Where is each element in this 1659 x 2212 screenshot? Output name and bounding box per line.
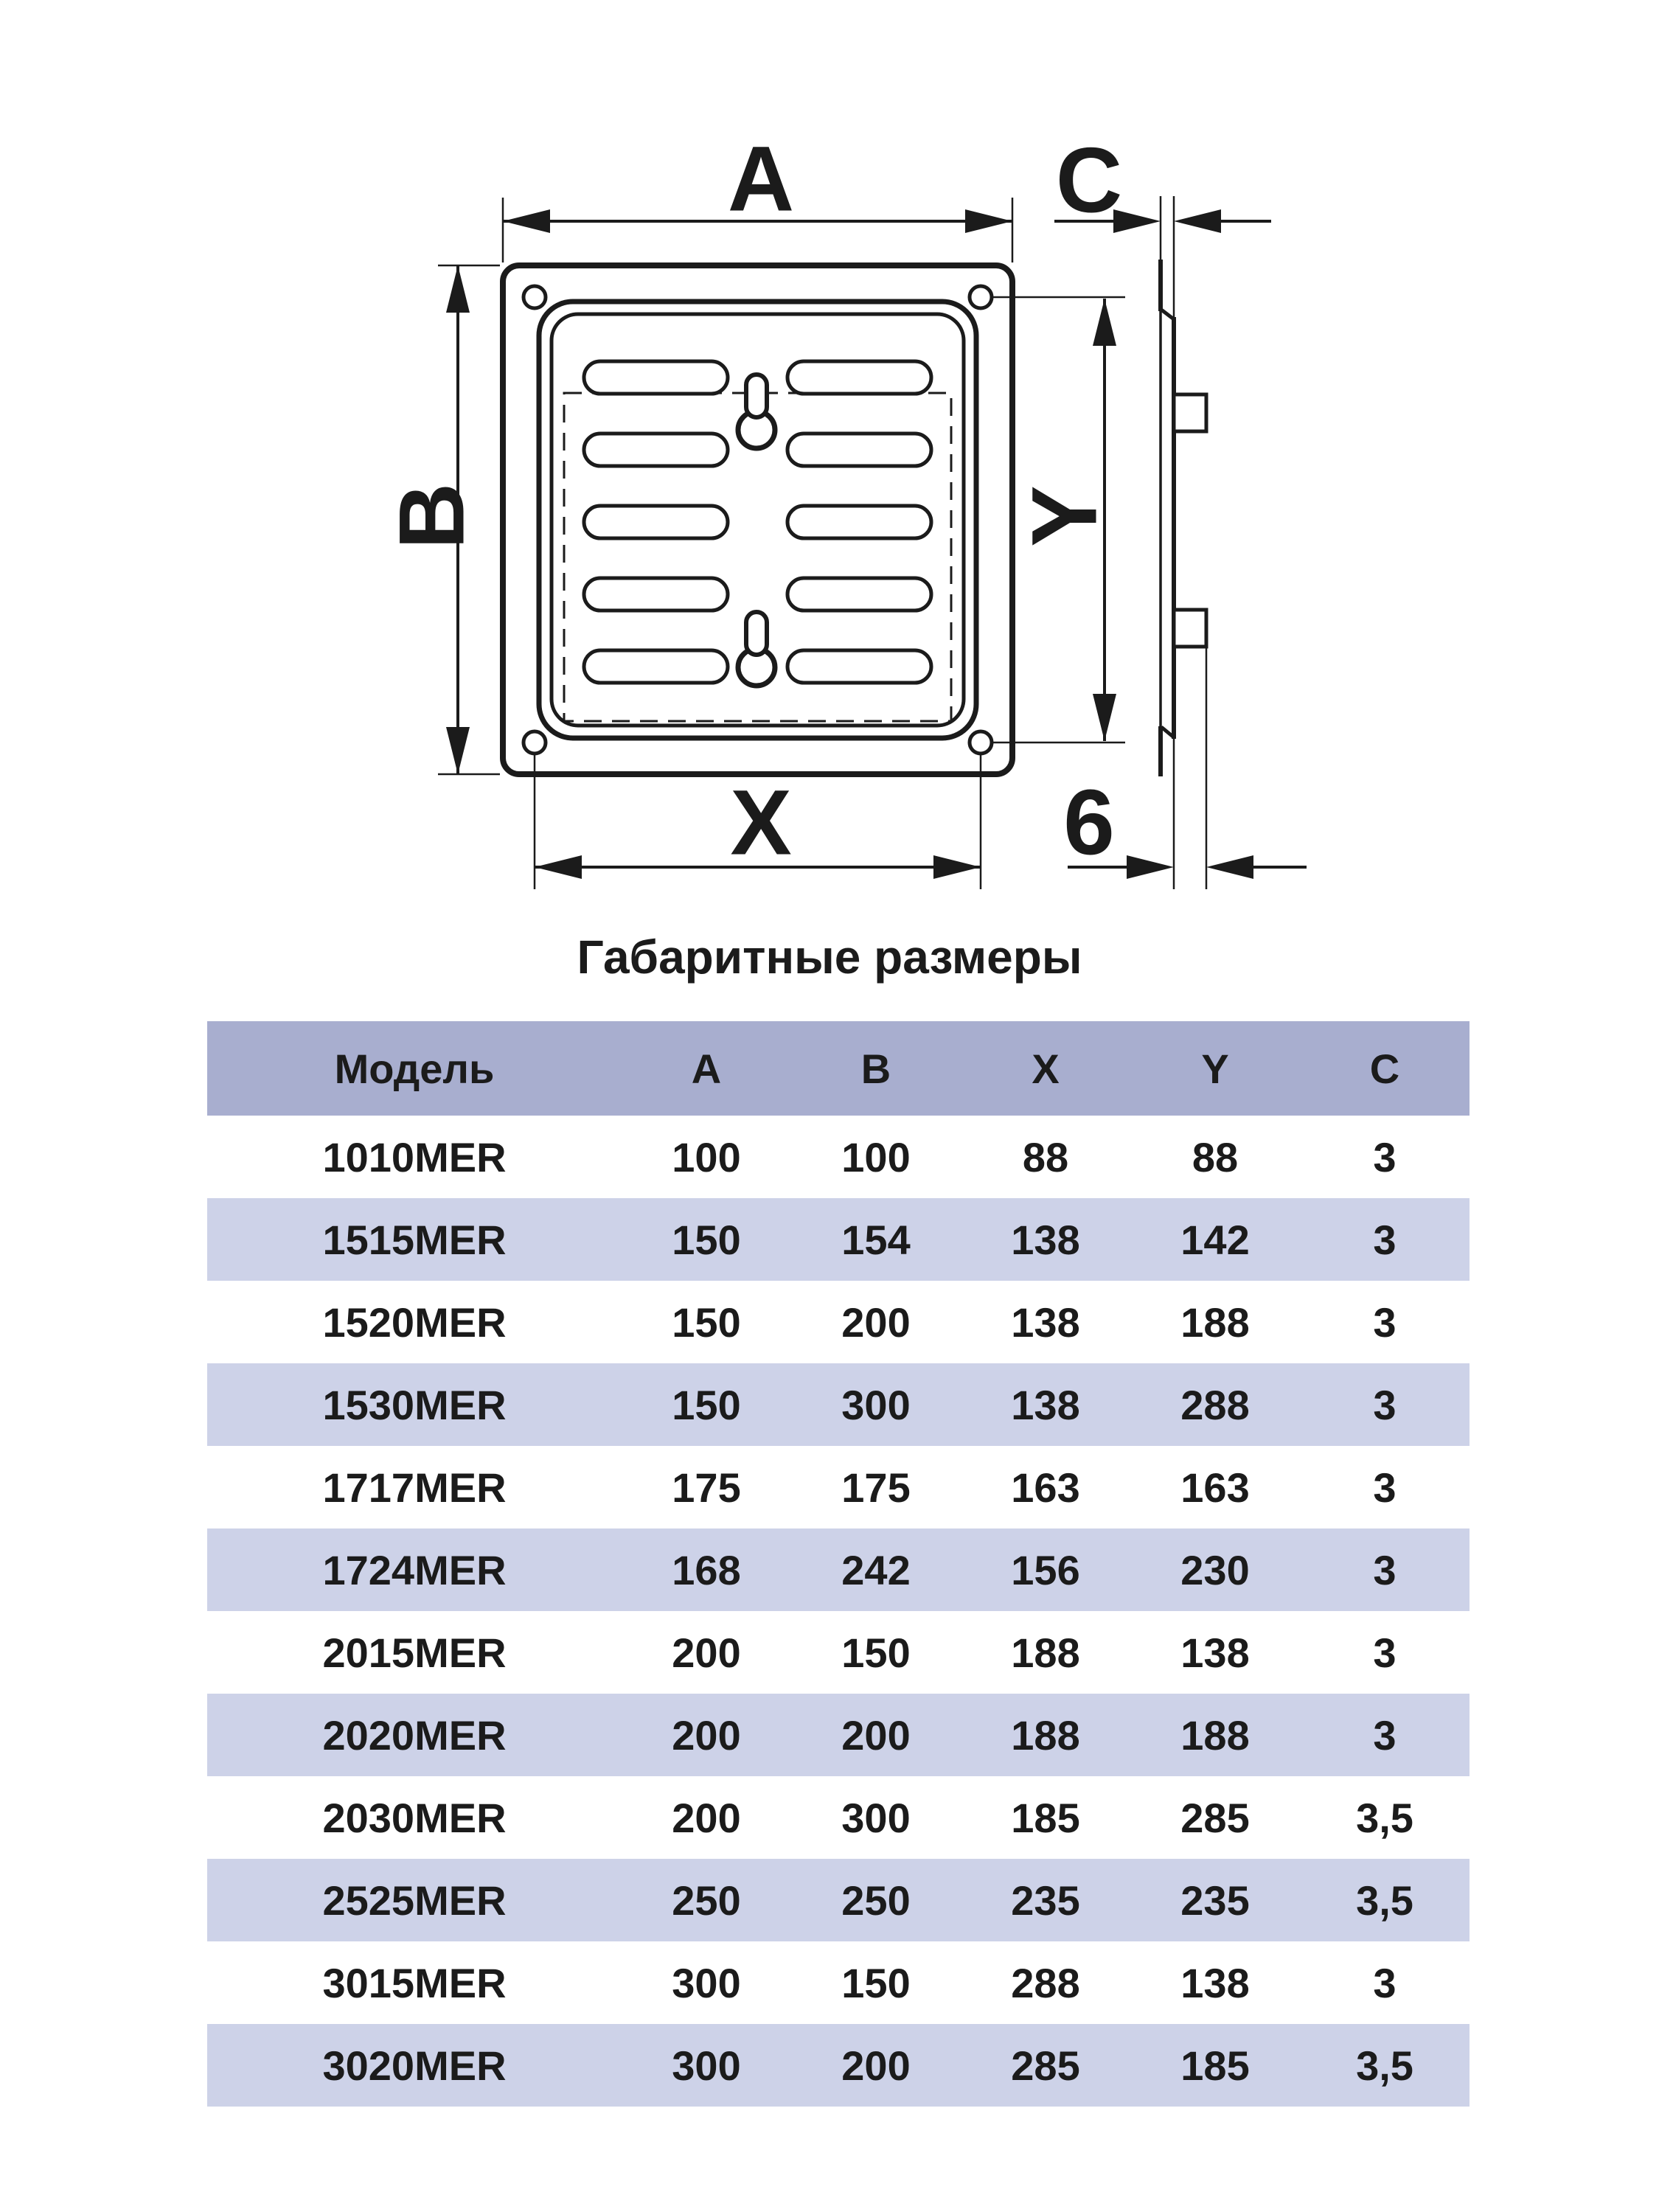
model-cell: 1530MER <box>207 1363 622 1446</box>
value-cell: 3 <box>1300 1528 1470 1611</box>
value-cell: 250 <box>622 1859 791 1941</box>
value-cell: 300 <box>791 1363 961 1446</box>
value-cell: 138 <box>1130 1941 1300 2024</box>
model-cell: 3020MER <box>207 2024 622 2107</box>
value-cell: 175 <box>791 1446 961 1528</box>
dim-label-a: A <box>727 128 795 231</box>
dim-a <box>503 128 1012 263</box>
model-cell: 2030MER <box>207 1776 622 1859</box>
front-view <box>503 265 1012 774</box>
model-cell: 1724MER <box>207 1528 622 1611</box>
value-cell: 230 <box>1130 1528 1300 1611</box>
screw-hole <box>524 286 546 308</box>
table-title: Габаритные размеры <box>577 931 1082 984</box>
value-cell: 3 <box>1300 1446 1470 1528</box>
value-cell: 285 <box>961 2024 1130 2107</box>
value-cell: 3,5 <box>1300 1776 1470 1859</box>
column-header: X <box>961 1021 1130 1116</box>
ventilation-slot <box>787 650 931 683</box>
value-cell: 175 <box>622 1446 791 1528</box>
value-cell: 200 <box>791 1281 961 1363</box>
value-cell: 235 <box>1130 1859 1300 1941</box>
ventilation-slot <box>584 506 728 538</box>
value-cell: 150 <box>622 1363 791 1446</box>
dim-label-depth: 6 <box>1063 771 1115 874</box>
model-cell: 2525MER <box>207 1859 622 1941</box>
value-cell: 163 <box>961 1446 1130 1528</box>
value-cell: 88 <box>1130 1116 1300 1198</box>
value-cell: 142 <box>1130 1198 1300 1281</box>
ventilation-slot <box>787 578 931 611</box>
value-cell: 242 <box>791 1528 961 1611</box>
header-row <box>207 1021 1470 1116</box>
value-cell: 150 <box>622 1198 791 1281</box>
screw-hole <box>970 731 992 754</box>
value-cell: 188 <box>961 1694 1130 1776</box>
value-cell: 138 <box>961 1281 1130 1363</box>
value-cell: 288 <box>1130 1363 1300 1446</box>
value-cell: 200 <box>622 1611 791 1694</box>
ventilation-slot <box>584 650 728 683</box>
value-cell: 150 <box>791 1611 961 1694</box>
column-header: Модель <box>207 1021 622 1116</box>
table-row <box>207 1281 1470 1363</box>
dim-label-x: X <box>730 771 792 874</box>
value-cell: 168 <box>622 1528 791 1611</box>
value-cell: 3,5 <box>1300 2024 1470 2107</box>
value-cell: 100 <box>791 1116 961 1198</box>
value-cell: 163 <box>1130 1446 1300 1528</box>
model-cell: 1520MER <box>207 1281 622 1363</box>
mounting-clip-top <box>1174 394 1206 431</box>
dim-depth <box>1063 647 1307 889</box>
ventilation-slot <box>584 434 728 466</box>
mounting-clip-bottom <box>1174 610 1206 647</box>
value-cell: 3 <box>1300 1611 1470 1694</box>
value-cell: 138 <box>961 1363 1130 1446</box>
value-cell: 154 <box>791 1198 961 1281</box>
value-cell: 3,5 <box>1300 1859 1470 1941</box>
value-cell: 150 <box>791 1941 961 2024</box>
column-header: B <box>791 1021 961 1116</box>
value-cell: 185 <box>1130 2024 1300 2107</box>
value-cell: 3 <box>1300 1941 1470 2024</box>
value-cell: 285 <box>1130 1776 1300 1859</box>
dimensions-table <box>207 1021 1470 2107</box>
screw-hole <box>524 731 546 754</box>
value-cell: 150 <box>622 1281 791 1363</box>
ventilation-slot <box>787 434 931 466</box>
value-cell: 3 <box>1300 1363 1470 1446</box>
table-row <box>207 1859 1470 1941</box>
ventilation-slot <box>787 506 931 538</box>
dim-label-b: B <box>380 482 484 550</box>
value-cell: 250 <box>791 1859 961 1941</box>
value-cell: 3 <box>1300 1694 1470 1776</box>
value-cell: 300 <box>791 1776 961 1859</box>
table-row <box>207 1694 1470 1776</box>
dimension-drawing <box>0 0 1659 1003</box>
table-row <box>207 1363 1470 1446</box>
table-row <box>207 1611 1470 1694</box>
ventilation-slot <box>584 361 728 394</box>
model-cell: 2015MER <box>207 1611 622 1694</box>
value-cell: 300 <box>622 2024 791 2107</box>
dim-label-y: Y <box>1013 485 1116 547</box>
value-cell: 200 <box>622 1694 791 1776</box>
table-row <box>207 1528 1470 1611</box>
table-row <box>207 1446 1470 1528</box>
table-row <box>207 1776 1470 1859</box>
value-cell: 138 <box>1130 1611 1300 1694</box>
value-cell: 200 <box>791 1694 961 1776</box>
model-cell: 1717MER <box>207 1446 622 1528</box>
table-row <box>207 1198 1470 1281</box>
value-cell: 3 <box>1300 1198 1470 1281</box>
column-header: C <box>1300 1021 1470 1116</box>
screw-hole <box>970 286 992 308</box>
column-header: A <box>622 1021 791 1116</box>
value-cell: 235 <box>961 1859 1130 1941</box>
model-cell: 1515MER <box>207 1198 622 1281</box>
value-cell: 200 <box>622 1776 791 1859</box>
table-row <box>207 1116 1470 1198</box>
value-cell: 188 <box>1130 1694 1300 1776</box>
table-row <box>207 2024 1470 2107</box>
value-cell: 100 <box>622 1116 791 1198</box>
dim-b <box>381 265 501 774</box>
column-header: Y <box>1130 1021 1300 1116</box>
ventilation-slot <box>584 578 728 611</box>
value-cell: 288 <box>961 1941 1130 2024</box>
dim-label-c: C <box>1055 129 1123 232</box>
value-cell: 200 <box>791 2024 961 2107</box>
ventilation-slot <box>787 361 931 394</box>
model-cell: 1010MER <box>207 1116 622 1198</box>
side-view <box>1161 260 1206 776</box>
value-cell: 3 <box>1300 1116 1470 1198</box>
value-cell: 3 <box>1300 1281 1470 1363</box>
value-cell: 188 <box>961 1611 1130 1694</box>
model-cell: 3015MER <box>207 1941 622 2024</box>
table-body <box>207 1116 1470 2107</box>
value-cell: 188 <box>1130 1281 1300 1363</box>
value-cell: 156 <box>961 1528 1130 1611</box>
value-cell: 300 <box>622 1941 791 2024</box>
value-cell: 88 <box>961 1116 1130 1198</box>
table-row <box>207 1941 1470 2024</box>
value-cell: 185 <box>961 1776 1130 1859</box>
value-cell: 138 <box>961 1198 1130 1281</box>
model-cell: 2020MER <box>207 1694 622 1776</box>
